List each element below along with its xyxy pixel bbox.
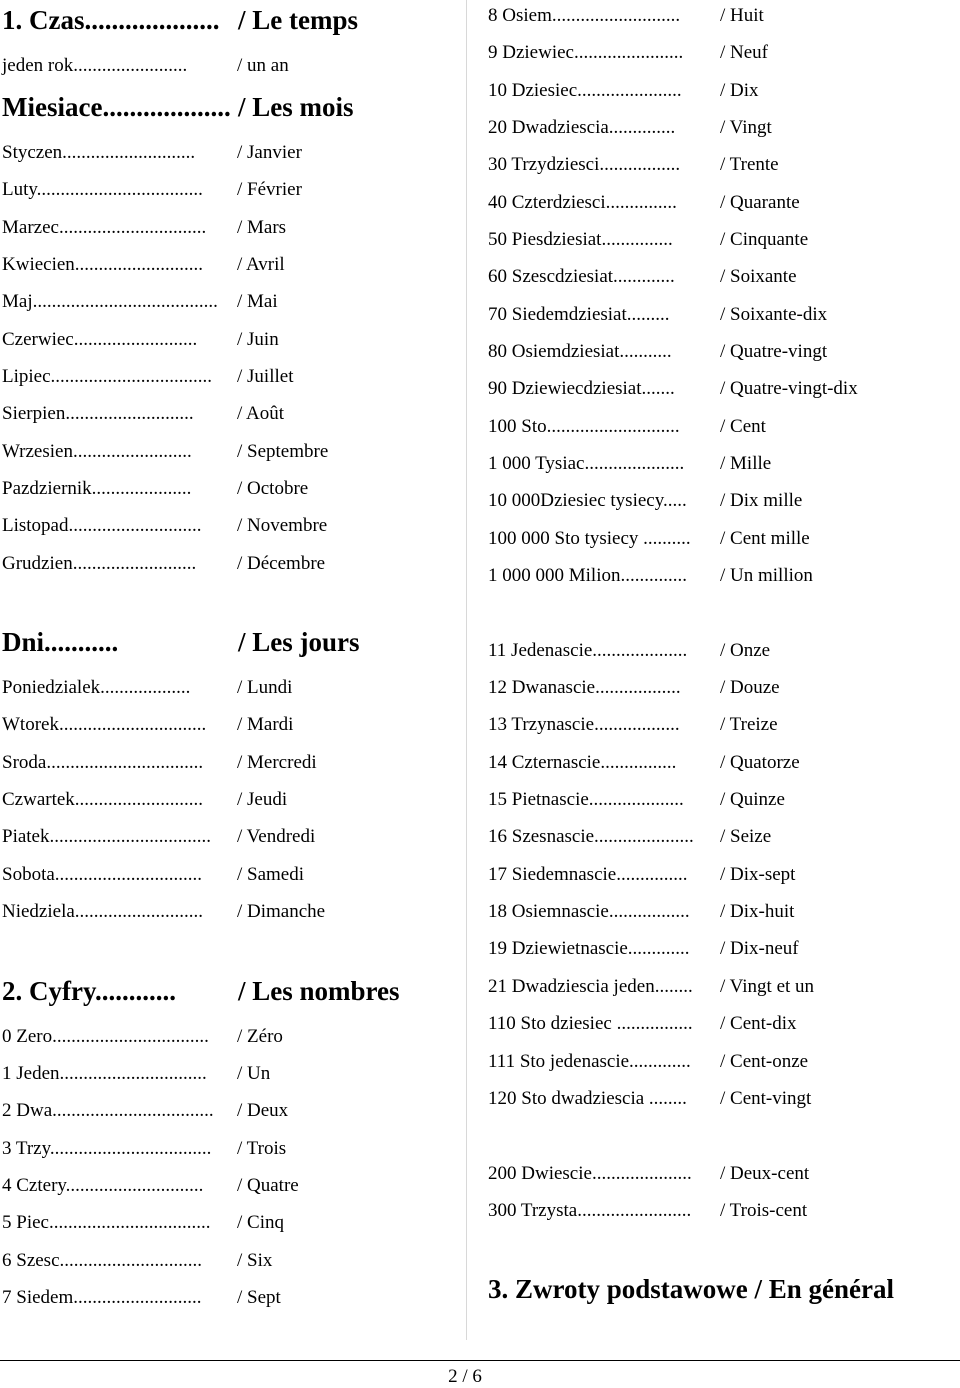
vocab-row [488, 42, 769, 64]
vocab-row [2, 1026, 283, 1048]
term-fr: / Dix-sept [720, 864, 796, 885]
vocab-row [488, 677, 780, 699]
term-fr: / Dix mille [720, 490, 803, 511]
term-fr: / Quatorze [720, 752, 800, 773]
term-fr: / Quatre [237, 1175, 299, 1196]
vocab-row [488, 528, 810, 550]
heading-pl: Dni........... [2, 627, 119, 657]
vocab-row [2, 1250, 273, 1272]
term-pl: 100 Sto............................ [488, 416, 680, 437]
term-fr: / Mille [720, 453, 772, 474]
term-fr: / Un [237, 1063, 271, 1084]
vocab-row [2, 1287, 281, 1309]
term-fr: / Décembre [237, 553, 326, 574]
term-pl: 15 Pietnascie.................... [488, 789, 684, 810]
vocab-row [2, 789, 288, 811]
vocab-row [488, 154, 779, 176]
heading-fr: / Les mois [238, 92, 354, 122]
term-pl: 8 Osiem........................... [488, 5, 681, 26]
vocab-row [2, 752, 317, 774]
vocab-row [2, 901, 326, 923]
term-fr: / Six [237, 1250, 273, 1271]
term-fr: / Cent [720, 416, 766, 437]
term-pl: Piatek.................................. [2, 826, 211, 847]
term-pl: Sroda................................. [2, 752, 204, 773]
term-fr: / Seize [720, 826, 772, 847]
term-pl: Wtorek............................... [2, 714, 207, 735]
heading-fr: / Les nombres [238, 976, 400, 1006]
term-pl: 20 Dwadziescia.............. [488, 117, 676, 138]
term-pl: 9 Dziewiec....................... [488, 42, 684, 63]
vocab-row [488, 1163, 810, 1185]
vocab-row [488, 752, 800, 774]
heading-fr: / Les jours [238, 627, 360, 657]
term-fr: / Dix-neuf [720, 938, 799, 959]
term-pl: 40 Czterdziesci............... [488, 192, 677, 213]
term-fr: / Cinq [237, 1212, 284, 1233]
term-fr: / Cent mille [720, 528, 810, 549]
term-pl: Styczen............................ [2, 142, 196, 163]
term-fr: / Deux [237, 1100, 289, 1121]
vocab-row [488, 640, 771, 662]
term-pl: 4 Cztery............................. [2, 1175, 204, 1196]
vocab-row [488, 416, 766, 438]
term-fr: / Mardi [237, 714, 294, 735]
term-fr: / Juillet [237, 366, 294, 387]
term-pl: 2 Dwa.................................. [2, 1100, 214, 1121]
heading-pl: 2. Cyfry............ [2, 976, 176, 1006]
term-pl: Czwartek........................... [2, 789, 204, 810]
term-fr: / Sept [237, 1287, 281, 1308]
term-fr: / Trois-cent [720, 1200, 808, 1221]
term-fr: / Neuf [720, 42, 769, 63]
vocab-row [2, 1100, 289, 1122]
vocab-row [488, 266, 797, 288]
vocab-row [2, 1212, 284, 1234]
term-pl: 10 000Dziesiec tysiecy..... [488, 490, 687, 511]
term-fr: / Vendredi [237, 826, 316, 847]
term-fr: / Vingt [720, 117, 772, 138]
term-fr: / Soixante-dix [720, 304, 828, 325]
term-pl: 100 000 Sto tysiecy .......... [488, 528, 691, 549]
term-pl: 12 Dwanascie.................. [488, 677, 681, 698]
term-fr: / Trois [237, 1138, 287, 1159]
vocab-row [488, 901, 795, 923]
vocab-row [2, 291, 278, 313]
term-pl: 0 Zero................................. [2, 1026, 209, 1047]
vocab-row [488, 1051, 809, 1073]
term-fr: / Vingt et un [720, 976, 815, 997]
term-pl: 7 Siedem........................... [2, 1287, 202, 1308]
page-number: 2 / 6 [448, 1366, 482, 1387]
vocab-row [488, 864, 796, 886]
heading-pl: 1. Czas.................... [2, 5, 220, 35]
term-pl: Sierpien........................... [2, 403, 194, 424]
vocab-row [2, 403, 284, 425]
term-fr: / Cent-onze [720, 1051, 809, 1072]
term-pl: Niedziela........................... [2, 901, 204, 922]
term-pl: 5 Piec.................................. [2, 1212, 211, 1233]
term-pl: 30 Trzydziesci................. [488, 154, 681, 175]
term-pl: Pazdziernik..................... [2, 478, 192, 499]
term-fr: / Septembre [237, 441, 329, 462]
term-fr: / Huit [720, 5, 764, 26]
term-pl: 11 Jedenascie.................... [488, 640, 688, 661]
term-pl: 16 Szesnascie..................... [488, 826, 694, 847]
term-fr: / Octobre [237, 478, 309, 499]
term-pl: 21 Dwadziescia jeden........ [488, 976, 693, 997]
numbers-heading [2, 975, 400, 1007]
term-pl: Maj....................................... [2, 291, 218, 312]
term-pl: Lipiec.................................. [2, 366, 213, 387]
vocab-row [2, 366, 294, 388]
vocab-row [2, 1063, 271, 1085]
term-pl: 70 Siedemdziesiat......... [488, 304, 670, 325]
vocab-row [488, 490, 803, 512]
vocab-row [488, 304, 828, 326]
term-pl: Sobota............................... [2, 864, 203, 885]
vocab-row [488, 5, 764, 27]
term-fr: / Deux-cent [720, 1163, 810, 1184]
term-fr: / Un million [720, 565, 813, 586]
vocab-row [488, 1013, 797, 1035]
vocab-row [2, 55, 289, 77]
term-pl: 6 Szesc.............................. [2, 1250, 203, 1271]
term-fr: / Cent-dix [720, 1013, 797, 1034]
term-pl: Kwiecien........................... [2, 254, 204, 275]
term-pl: 10 Dziesiec...................... [488, 80, 682, 101]
term-pl: 120 Sto dwadziescia ........ [488, 1088, 687, 1109]
vocab-row [488, 192, 800, 214]
term-pl: 1 Jeden............................... [2, 1063, 207, 1084]
term-pl: 19 Dziewietnascie............. [488, 938, 690, 959]
vocab-row [488, 826, 772, 848]
vocab-row [488, 1200, 808, 1222]
term-fr: / Novembre [237, 515, 328, 536]
term-pl: 111 Sto jedenascie............. [488, 1051, 691, 1072]
term-pl: Listopad............................ [2, 515, 202, 536]
term-pl: 17 Siedemnascie............... [488, 864, 688, 885]
vocab-row [488, 341, 828, 363]
vocab-row [2, 478, 309, 500]
term-fr: / Quatre-vingt-dix [720, 378, 858, 399]
term-pl: 110 Sto dziesiec ................ [488, 1013, 693, 1034]
vocab-row [488, 714, 778, 736]
term-pl: 50 Piesdziesiat............... [488, 229, 673, 250]
term-pl: Luty................................... [2, 179, 203, 200]
vocab-row [488, 976, 815, 998]
term-fr: / Quinze [720, 789, 785, 810]
vocab-row [488, 117, 772, 139]
vocab-row [2, 329, 279, 351]
term-fr: / Juin [237, 329, 279, 350]
term-fr: / Trente [720, 154, 779, 175]
term-fr: / Janvier [237, 142, 302, 163]
term-fr: / Douze [720, 677, 780, 698]
term-fr: / Cinquante [720, 229, 809, 250]
vocab-row [2, 142, 302, 164]
term-fr: / Cent-vingt [720, 1088, 812, 1109]
vocab-row [2, 515, 328, 537]
heading-pl: Miesiace................... [2, 92, 231, 122]
footer-rule [0, 1360, 960, 1361]
term-pl: 60 Szescdziesiat............. [488, 266, 675, 287]
column-divider [466, 0, 467, 1340]
vocab-row [2, 826, 316, 848]
vocab-row [2, 217, 287, 239]
term-pl: 80 Osiemdziesiat........... [488, 341, 672, 362]
vocab-row [488, 938, 799, 960]
term-fr: / Zéro [237, 1026, 283, 1047]
term-fr: / Onze [720, 640, 771, 661]
vocab-row [488, 80, 759, 102]
term-pl: 13 Trzynascie.................. [488, 714, 680, 735]
term-pl: 18 Osiemnascie................. [488, 901, 690, 922]
time-heading [2, 4, 358, 36]
vocab-row [488, 565, 813, 587]
term-pl: 14 Czternascie................ [488, 752, 677, 773]
term-pl: Poniedzialek................... [2, 677, 191, 698]
term-pl: jeden rok........................ [2, 55, 188, 76]
vocab-row [488, 453, 772, 475]
term-pl: Wrzesien......................... [2, 441, 192, 462]
term-pl: 3 Trzy.................................. [2, 1138, 212, 1159]
vocab-row [488, 1088, 812, 1110]
term-fr: / Jeudi [237, 789, 288, 810]
days-heading [2, 626, 360, 658]
term-pl: 200 Dwiescie..................... [488, 1163, 692, 1184]
term-fr: / Quarante [720, 192, 800, 213]
term-pl: 90 Dziewiecdziesiat....... [488, 378, 675, 399]
term-fr: / Soixante [720, 266, 797, 287]
term-fr: / Quatre-vingt [720, 341, 828, 362]
term-fr: / Avril [237, 254, 285, 275]
vocab-row [2, 677, 293, 699]
vocab-row [2, 1138, 287, 1160]
vocab-row [2, 553, 326, 575]
term-pl: Grudzien.......................... [2, 553, 197, 574]
term-fr: / Août [237, 403, 284, 424]
vocab-row [2, 1175, 299, 1197]
vocab-row [2, 864, 305, 886]
term-pl: 1 000 000 Milion.............. [488, 565, 687, 586]
vocab-row [488, 229, 809, 251]
term-fr: / Mai [237, 291, 278, 312]
term-fr: / Lundi [237, 677, 293, 698]
vocab-row [488, 789, 785, 811]
term-fr: / Mercredi [237, 752, 317, 773]
phrases-heading: 3. Zwroty podstawowe / En général [488, 1274, 895, 1304]
term-fr: / Dimanche [237, 901, 326, 922]
vocab-row [2, 179, 302, 201]
term-pl: Marzec............................... [2, 217, 207, 238]
term-pl: 300 Trzysta........................ [488, 1200, 692, 1221]
term-pl: Czerwiec.......................... [2, 329, 198, 350]
months-heading [2, 91, 354, 123]
vocab-row [2, 714, 294, 736]
term-fr: / Treize [720, 714, 778, 735]
term-fr: / Dix-huit [720, 901, 795, 922]
term-fr: / Mars [237, 217, 287, 238]
term-fr: / Février [237, 179, 302, 200]
vocab-row [2, 254, 285, 276]
term-fr: / un an [237, 55, 289, 76]
term-pl: 1 000 Tysiac..................... [488, 453, 685, 474]
term-fr: / Dix [720, 80, 759, 101]
term-fr: / Samedi [237, 864, 305, 885]
vocab-row [488, 378, 858, 400]
heading-fr: / Le temps [238, 5, 358, 35]
vocab-row [2, 441, 329, 463]
